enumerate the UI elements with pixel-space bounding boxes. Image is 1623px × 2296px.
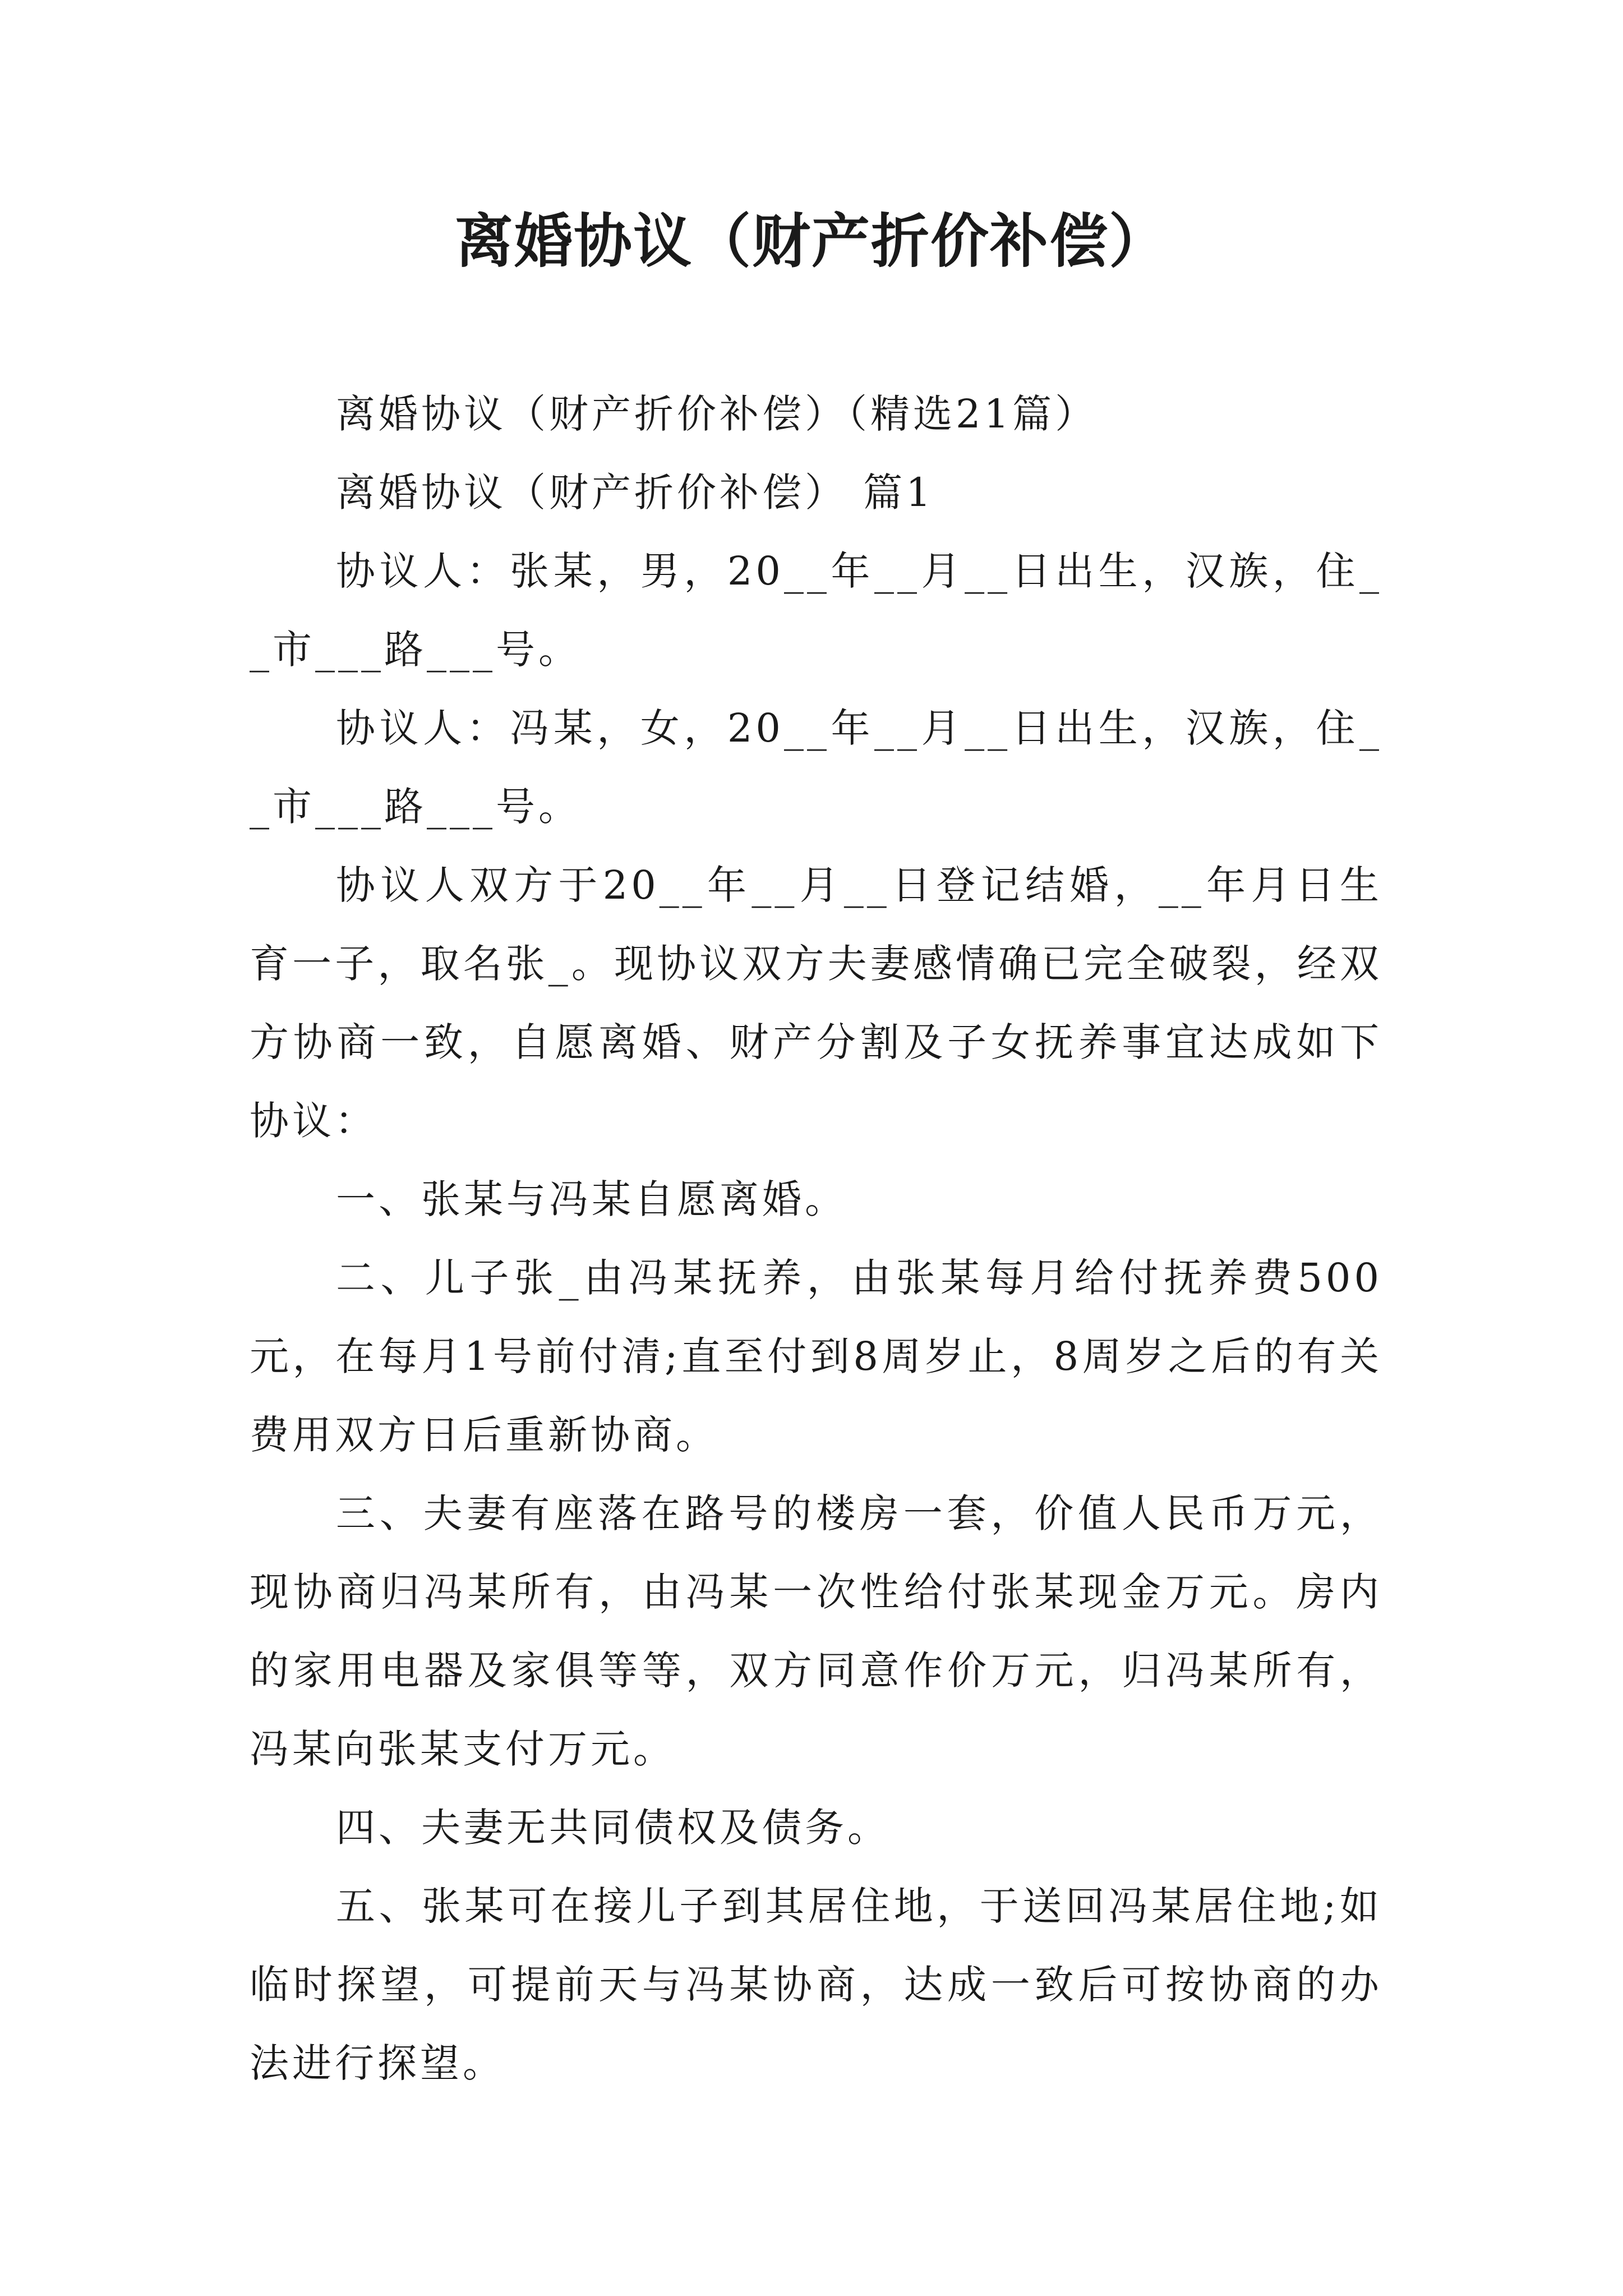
paragraph-clause-2: 二、儿子张_由冯某抚养，由张某每月给付抚养费500元，在每月1号前付清;直至付到8周岁止，8周岁之后的有关费用双方日后重新协商。 [250, 1255, 1382, 1458]
paragraph-chapter-heading: 离婚协议（财产折价补偿） 篇1 [336, 470, 934, 516]
paragraph-clause-3: 三、夫妻有座落在路号的楼房一套，价值人民币万元，现协商归冯某所有，由冯某一次性给付张某现金万元。房内的家用电器及家俱等等，双方同意作价万元，归冯某所有，冯某向张某支付万元。 [250, 1490, 1382, 1772]
paragraph-clause-4: 四、夫妻无共同债权及债务。 [336, 1805, 890, 1851]
paragraph-party-one: 协议人：张某，男，20__年__月__日出生，汉族，住__市___路___号。 [250, 548, 1382, 673]
document-body [250, 375, 1382, 2102]
paragraph-clause-1: 一、张某与冯某自愿离婚。 [336, 1176, 847, 1222]
document-title: 离婚协议（财产折价补偿） [454, 207, 1168, 275]
paragraph-collection-title: 离婚协议（财产折价补偿）（精选21篇） [336, 391, 1098, 437]
paragraph-clause-5: 五、张某可在接儿子到其居住地，于送回冯某居住地;如临时探望，可提前天与冯某协商，达成一致后可按协商的办法进行探望。 [250, 1883, 1382, 2086]
paragraph-party-two: 协议人：冯某，女，20__年__月__日出生，汉族，住__市___路___号。 [250, 705, 1382, 830]
paragraph-preamble: 协议人双方于20__年__月__日登记结婚，__年月日生育一子，取名张_。现协议双方夫妻感情确已完全破裂，经双方协商一致，自愿离婚、财产分割及子女抚养事宜达成如下协议： [250, 862, 1382, 1144]
